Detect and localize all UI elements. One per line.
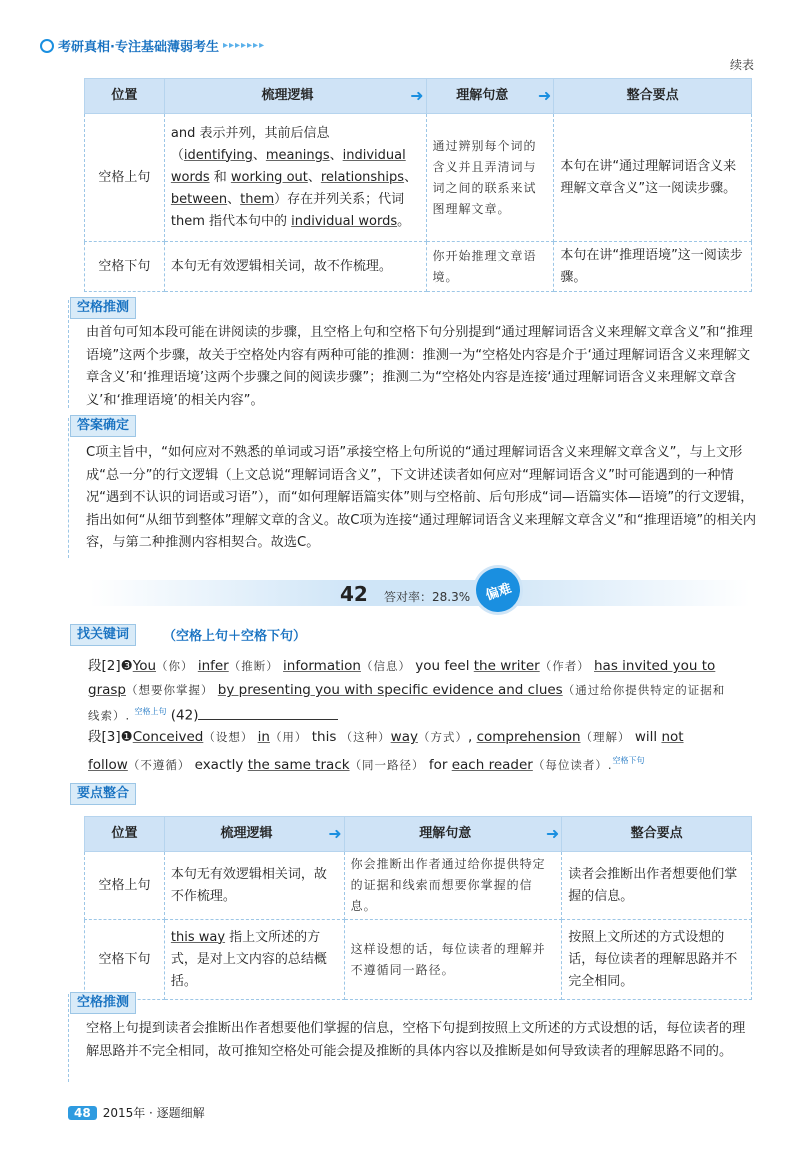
gloss: （你）: [156, 659, 194, 673]
section-rule: [68, 994, 69, 1082]
paragraph-ref: 段[2]❸: [88, 658, 133, 674]
arrow-right-icon: ➜: [537, 86, 552, 105]
col-header-position: 位置: [85, 817, 165, 852]
table-row: [85, 242, 752, 292]
keyword: in: [257, 729, 270, 745]
text-segment: will: [630, 729, 662, 745]
logic-text: 指上文所述的方式，是对上文内容的总结概括。: [170, 929, 327, 989]
row-meaning: 你会推断出作者通过给你提供特定的证据和线索而想要你掌握的信息。: [344, 852, 562, 920]
section-tag-integrate: 要点整合: [70, 783, 136, 805]
row-meaning: 这样设想的话，每位读者的理解并不遵循同一路径。: [344, 920, 562, 1000]
keyword: follow: [88, 756, 128, 773]
section-rule: [68, 300, 69, 408]
search-logo-icon: [40, 39, 54, 53]
col-header-position: 位置: [85, 79, 165, 114]
row-logic: 本句无有效逻辑相关词，故不作梳理。: [164, 242, 426, 292]
paragraph-3-line-2: [88, 750, 758, 776]
row-logic: [164, 114, 426, 242]
col-header-logic: 梳理逻辑: [261, 88, 314, 103]
keyword: grasp: [88, 682, 126, 698]
row-point: 本句在讲“通过理解词语含义来理解文章含义”这一阅读步骤。: [554, 114, 752, 242]
section-tag-infer: 空格推测: [70, 992, 136, 1014]
row-position: 空格上句: [85, 114, 165, 242]
blank-note: 空格上句: [134, 707, 167, 716]
section-tag-infer: 空格推测: [70, 297, 136, 319]
col-header-meaning: 理解句意: [456, 88, 509, 103]
blank-note: 空格下句: [612, 756, 645, 765]
gloss: （这种）: [340, 730, 391, 744]
gloss: （设想）: [203, 730, 254, 744]
gloss: （推断）: [228, 659, 279, 673]
keyword: Conceived: [132, 729, 204, 745]
blank-label: (42): [170, 707, 199, 724]
arrow-right-icon: ➜: [410, 86, 424, 105]
logic-table-continued: [84, 78, 752, 292]
logic-table: [84, 816, 752, 1000]
keyword: each reader: [451, 756, 533, 773]
keyword: meanings: [265, 147, 330, 163]
row-point: 按照上文所述的方式设想的话，每位读者的理解思路并不完全相同。: [562, 920, 752, 1000]
answer-blank: [198, 707, 338, 720]
keyword: this way: [170, 929, 226, 945]
logic-text: 、: [329, 147, 343, 163]
logic-text: 。: [397, 213, 411, 229]
section-tag-keywords: 找关键词: [70, 624, 136, 646]
gloss: （方式）: [417, 730, 468, 744]
difficulty-badge: 偏难: [470, 562, 525, 617]
gloss: 线索）.: [88, 708, 131, 723]
keyword: You: [132, 658, 157, 674]
row-position: 空格下句: [85, 920, 165, 1000]
table-header-row: [85, 79, 752, 114]
question-number: 42: [340, 582, 368, 606]
table-row: [85, 920, 752, 1000]
keyword: individual words: [170, 147, 406, 185]
logic-text: 和: [209, 169, 231, 185]
keyword: relationships: [320, 169, 405, 185]
text-segment: for: [424, 756, 452, 773]
gloss: （每位读者）.: [532, 757, 613, 772]
text-segment: exactly: [190, 756, 248, 773]
gloss: （作者）: [539, 659, 590, 673]
keyword: between: [170, 191, 228, 207]
brand-header: [40, 36, 265, 55]
paragraph-2-line-2: [88, 679, 758, 701]
row-logic: 本句无有效逻辑相关词，故不作梳理。: [164, 852, 344, 920]
keyword: individual words: [291, 213, 398, 229]
section-rule: [68, 418, 69, 558]
text-segment: ,: [467, 729, 477, 745]
col-header-point: 整合要点: [562, 817, 752, 852]
gloss: （理解）: [580, 730, 631, 744]
text-segment: this: [307, 729, 341, 745]
keyword: infer: [197, 658, 229, 674]
gloss: （想要你掌握）: [126, 683, 214, 697]
arrow-right-icon: ➜: [545, 824, 560, 843]
logic-text: 、: [252, 147, 266, 163]
row-position: 空格下句: [85, 242, 165, 292]
row-position: 空格上句: [85, 852, 165, 920]
paragraph-2-line-3: [88, 701, 758, 727]
continued-label: 续表: [729, 58, 754, 72]
keyword: not: [661, 729, 684, 745]
row-logic: [164, 920, 344, 1000]
brand-arrows: ▸▸▸▸▸▸▸: [222, 40, 266, 51]
table-row: [85, 114, 752, 242]
gloss: （用）: [269, 730, 308, 744]
col-header-logic: 梳理逻辑: [220, 826, 273, 841]
row-meaning: 你开始推理文章语境。: [426, 242, 554, 292]
table-row: [85, 852, 752, 920]
keyword: information: [283, 658, 361, 674]
row-point: 本句在讲“推理语境”这一阅读步骤。: [554, 242, 752, 292]
logic-text: 、: [404, 169, 418, 185]
paragraph-2-line-1: [88, 655, 758, 677]
page-footer: [68, 1104, 205, 1121]
answer-paragraph: C项主旨中，“如何应对不熟悉的单词或习语”承接空格上句所说的“通过理解词语含义来理解文章含义”，与上文形成“总一分”的行文逻辑（上文总说“理解词语含义”，下文讲述读者如何应对“理解词语含义”时可能遇到的一种情况“遇到不认识的词语或习语”），而“如何理解语篇实体”则与空格前、后句形成“词—语篇实体—语境”的行文逻辑，指出如何“从细节到整体”理解文章的含义。故C项为连接“通过理解词语含义来理解文章含义”和“推理语境”的相关内容，与第二种推测内容相契合。故选C。: [86, 445, 757, 550]
gloss: （同一路径）: [349, 757, 425, 772]
gloss: （不遵循）: [127, 757, 191, 772]
page-number: 48: [68, 1106, 97, 1120]
text-segment: you feel: [410, 658, 474, 674]
keyword: identifying: [183, 147, 253, 163]
keyword: working out: [230, 169, 308, 185]
col-header-point: 整合要点: [554, 79, 752, 114]
brand-title: 考研真相·专注基础薄弱考生: [58, 40, 219, 55]
logic-text: ）存在并列关系；代词 them 指代本句中的: [170, 191, 405, 229]
row-meaning: 通过辨别每个词的含义并且弄清词与词之间的联系来试图理解文章。: [426, 114, 554, 242]
keyword: has invited you to: [594, 658, 716, 674]
section-tag-answer: 答案确定: [70, 415, 136, 437]
arrow-right-icon: ➜: [328, 824, 342, 843]
keyword: comprehension: [476, 729, 581, 745]
logic-text: 、: [227, 191, 241, 207]
keyword: the writer: [473, 658, 540, 674]
gloss: （通过给你提供特定的证据和: [562, 683, 726, 697]
keyword: them: [240, 191, 275, 207]
row-point: 读者会推断出作者想要他们掌握的信息。: [562, 852, 752, 920]
keywords-subtitle: （空格上句＋空格下句）: [163, 629, 307, 644]
correct-rate: 答对率：28.3%: [384, 590, 471, 604]
paragraph-ref: 段[3]❶: [88, 729, 133, 745]
keyword: the same track: [247, 756, 350, 773]
table-header-row: [85, 817, 752, 852]
infer-paragraph: 由首句可知本段可能在讲阅读的步骤，且空格上句和空格下句分别提到“通过理解词语含义来理解文章含义”和“推理语境”这两个步骤，故关于空格处内容有两种可能的推测：推测一为“空格处内容是介于‘通过理解词语含义来理解文章含义’和‘推理语境’这两个步骤之间的阅读步骤”；推测二为“空格处内容是连接‘通过理解词语含义来理解文章含义’和‘推理语境’的相关内容”。: [86, 325, 753, 408]
infer-paragraph: 空格上句提到读者会推断出作者想要他们掌握的信息，空格下句提到按照上文所述的方式设想的话，每位读者的理解思路并不完全相同，故可推知空格处可能会提及推断的具体内容以及推断是如何导致读者的理解思路不同的。: [86, 1021, 746, 1059]
keyword: way: [390, 729, 418, 745]
keyword: by presenting you with specific evidence and clues: [217, 682, 563, 698]
paragraph-3-line-1: [88, 726, 758, 748]
footer-title: 2015年 · 逐题细解: [102, 1106, 205, 1120]
logic-text: 、: [307, 169, 321, 185]
col-header-meaning: 理解句意: [419, 826, 472, 841]
logic-text: and 表示并列，其前后信息（: [170, 125, 330, 163]
gloss: （信息）: [360, 659, 411, 673]
